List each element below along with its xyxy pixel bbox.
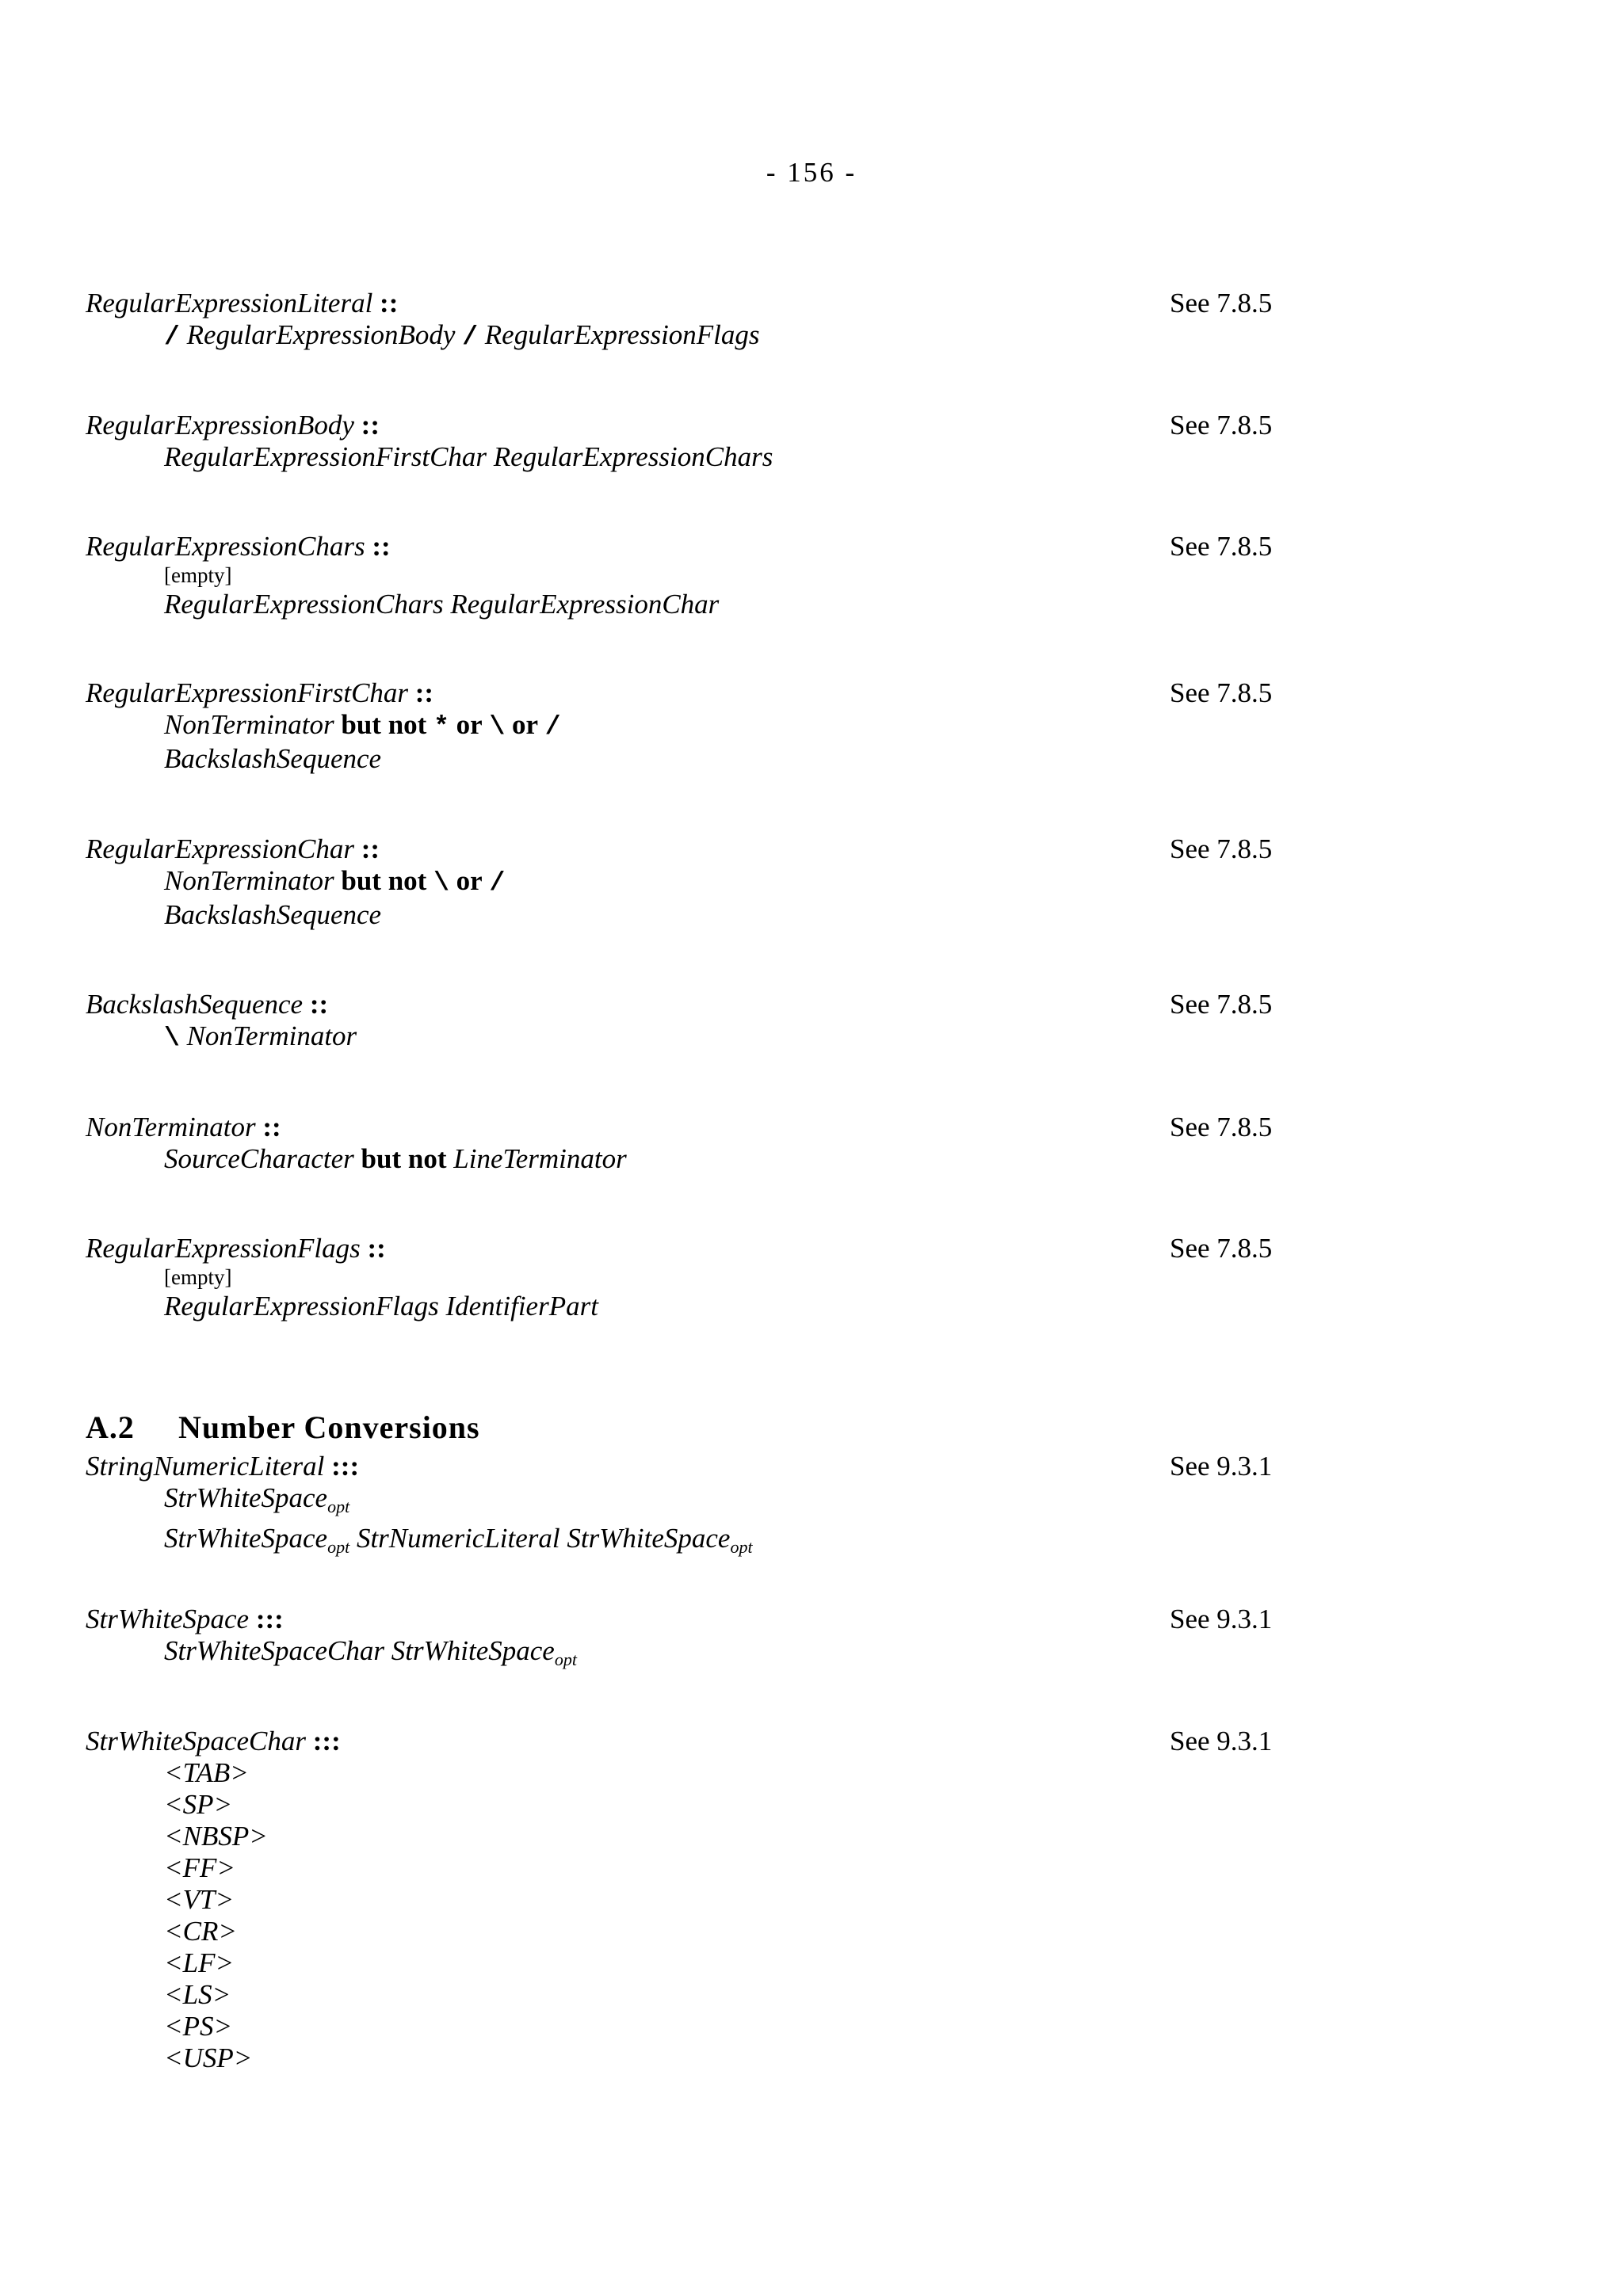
production-regular-expression-chars [86, 531, 1322, 620]
rhs-line [86, 865, 1322, 899]
production-name: RegularExpressionChar [86, 833, 354, 864]
rhs-alternative: <SP> [164, 1789, 233, 1820]
rhs-alternative: <FF> [164, 1852, 235, 1883]
production-name: RegularExpressionFlags [86, 1233, 361, 1264]
terminal-symbol: \ [489, 712, 506, 742]
production-backslash-sequence [86, 989, 1322, 1055]
production-separator: :: [367, 1233, 386, 1264]
production-separator: :: [380, 288, 399, 318]
keyword: but not [341, 865, 427, 896]
production-name: RegularExpressionFirstChar [86, 677, 409, 708]
production-regular-expression-first-char [86, 677, 1322, 775]
production-name: StrWhiteSpaceChar [86, 1726, 307, 1756]
section-reference: See 7.8.5 [1170, 1112, 1273, 1142]
rhs-alternative: <NBSP> [164, 1821, 268, 1852]
nonterminal: RegularExpressionFirstChar [164, 441, 487, 472]
rhs-line [86, 709, 1322, 743]
production-separator: :: [372, 531, 391, 562]
rhs-line [86, 1020, 1322, 1055]
nonterminal: NonTerminator [186, 1020, 357, 1051]
production-separator: ::: [255, 1604, 284, 1634]
opt-subscript: opt [327, 1537, 350, 1557]
production-string-numeric-literal [86, 1451, 1322, 1563]
production-separator: ::: [331, 1451, 360, 1482]
rhs-alternative: <PS> [164, 2011, 233, 2042]
nonterminal: RegularExpressionBody [186, 319, 456, 350]
terminal-slash: / [462, 322, 479, 352]
page-number: - 156 - [766, 157, 857, 188]
keyword: or [456, 865, 483, 896]
terminal-symbol: / [544, 712, 561, 742]
rhs-alternative: <LS> [164, 1979, 231, 2010]
terminal-symbol: * [433, 712, 449, 742]
section-reference: See 7.8.5 [1170, 833, 1273, 864]
rhs-alternative: <VT> [164, 1884, 235, 1915]
nonterminal: NonTerminator [164, 865, 334, 896]
rhs-alternative: <TAB> [164, 1757, 249, 1788]
nonterminal: RegularExpressionChars [164, 589, 444, 620]
opt-subscript: opt [327, 1497, 350, 1516]
production-str-white-space [86, 1604, 1322, 1676]
section-title: Number Conversions [178, 1409, 480, 1445]
production-regular-expression-body [86, 410, 1322, 473]
rhs-alternative: <LF> [164, 1947, 235, 1978]
section-reference: See 7.8.5 [1170, 1233, 1273, 1264]
section-reference: See 7.8.5 [1170, 989, 1273, 1020]
production-name: NonTerminator [86, 1112, 256, 1142]
nonterminal: StrWhiteSpace [391, 1635, 555, 1666]
rhs-line [86, 1523, 1322, 1563]
rhs-line [86, 441, 1322, 473]
production-separator: :: [309, 989, 329, 1020]
rhs-empty: [empty] [164, 563, 232, 587]
nonterminal: StrWhiteSpace [164, 1482, 328, 1513]
terminal-symbol: \ [433, 868, 449, 898]
production-name: StringNumericLiteral [86, 1451, 325, 1482]
keyword: but not [341, 709, 427, 740]
production-str-white-space-char [86, 1726, 1322, 2074]
nonterminal: IdentifierPart [445, 1291, 598, 1322]
opt-subscript: opt [730, 1537, 753, 1557]
rhs-line [86, 1291, 1322, 1322]
section-reference: See 9.3.1 [1170, 1604, 1273, 1634]
rhs-line [86, 589, 1322, 620]
rhs-line [86, 1143, 1322, 1175]
nonterminal: BackslashSequence [164, 899, 382, 930]
rhs-line [86, 899, 1322, 931]
nonterminal: NonTerminator [164, 709, 334, 740]
production-name: RegularExpressionChars [86, 531, 365, 562]
production-separator: :: [361, 833, 380, 864]
nonterminal: LineTerminator [453, 1143, 627, 1174]
nonterminal: RegularExpressionFlags [164, 1291, 439, 1322]
rhs-line [86, 1482, 1322, 1523]
production-separator: :: [361, 410, 380, 441]
rhs-alternative: <USP> [164, 2042, 253, 2073]
section-reference: See 7.8.5 [1170, 288, 1273, 318]
rhs-alternative: <CR> [164, 1916, 237, 1947]
production-name: BackslashSequence [86, 989, 304, 1020]
section-number: A.2 [86, 1409, 135, 1445]
nonterminal: RegularExpressionFlags [484, 319, 760, 350]
nonterminal: StrWhiteSpace [567, 1523, 731, 1554]
rhs-line [86, 319, 1322, 353]
production-name: RegularExpressionLiteral [86, 288, 373, 318]
section-reference: See 9.3.1 [1170, 1726, 1273, 1756]
section-heading [86, 1409, 480, 1446]
nonterminal: StrNumericLiteral [356, 1523, 560, 1554]
section-reference: See 9.3.1 [1170, 1451, 1273, 1482]
production-non-terminator [86, 1112, 1322, 1175]
production-regular-expression-literal [86, 288, 1322, 353]
terminal-symbol: / [489, 868, 506, 898]
production-name: StrWhiteSpace [86, 1604, 250, 1634]
keyword: but not [361, 1143, 447, 1174]
section-reference: See 7.8.5 [1170, 677, 1273, 708]
terminal-backslash: \ [164, 1024, 180, 1053]
keyword: or [512, 709, 539, 740]
section-reference: See 7.8.5 [1170, 410, 1273, 441]
nonterminal: RegularExpressionChar [450, 589, 720, 620]
production-name: RegularExpressionBody [86, 410, 354, 441]
nonterminal: StrWhiteSpaceChar [164, 1635, 385, 1666]
production-regular-expression-char [86, 833, 1322, 931]
opt-subscript: opt [554, 1650, 577, 1669]
production-separator: :: [414, 677, 434, 708]
nonterminal: RegularExpressionChars [493, 441, 773, 472]
rhs-line [86, 743, 1322, 775]
production-separator: :: [262, 1112, 281, 1142]
section-reference: See 7.8.5 [1170, 531, 1273, 562]
terminal-slash: / [164, 322, 180, 352]
nonterminal: SourceCharacter [164, 1143, 354, 1174]
nonterminal: StrWhiteSpace [164, 1523, 328, 1554]
nonterminal: BackslashSequence [164, 743, 382, 774]
production-separator: ::: [312, 1726, 341, 1756]
keyword: or [456, 709, 483, 740]
production-regular-expression-flags [86, 1233, 1322, 1322]
rhs-line [86, 1635, 1322, 1676]
rhs-empty: [empty] [164, 1265, 232, 1289]
